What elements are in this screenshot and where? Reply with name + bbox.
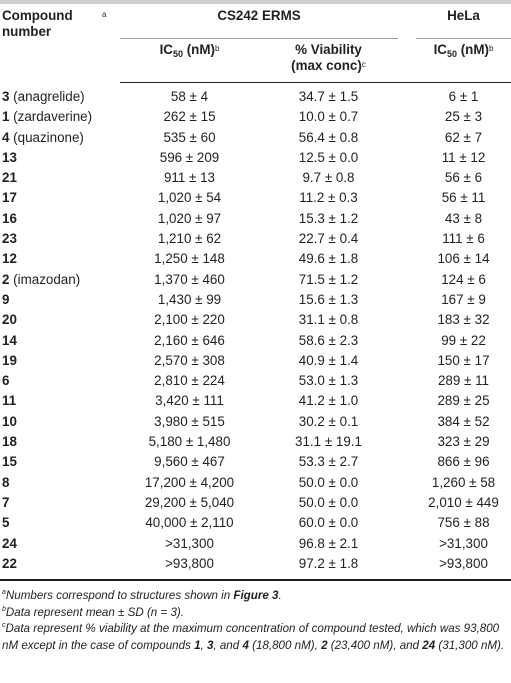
- compound-number: 16: [2, 210, 17, 226]
- ic50-header: [120, 39, 259, 83]
- hela-ic50-sub: 50: [446, 49, 457, 59]
- compound-number: 17: [2, 190, 17, 206]
- compound-number: 22: [2, 555, 17, 571]
- hela-ic50-cell: >31,300: [439, 535, 488, 551]
- table-row: [0, 331, 511, 351]
- compound-cell: [0, 554, 120, 574]
- hela-ic50-cell: 56 ± 6: [444, 170, 483, 186]
- compound-number: 1: [2, 109, 10, 125]
- ic50-cell: 2,160 ± 646: [154, 332, 225, 348]
- ic50-cell: 596 ± 209: [159, 149, 220, 165]
- ic50-cell: 3,980 ± 515: [154, 413, 225, 429]
- hela-ic50-cell: 6 ± 1: [448, 89, 479, 104]
- compound-cell: [0, 148, 120, 168]
- ic50-cell: 9,560 ± 467: [154, 454, 225, 470]
- gap-cell: [398, 493, 416, 513]
- hela-ic50-cell: 1,260 ± 58: [431, 474, 496, 490]
- compound-cell: [0, 534, 120, 554]
- compound-number: 4: [2, 129, 10, 145]
- header-row-1: [0, 4, 511, 39]
- compound-cell: [0, 513, 120, 533]
- table-row: [0, 310, 511, 330]
- table-row: [0, 209, 511, 229]
- compound-ref-1: 1: [194, 638, 201, 652]
- gap-cell: [398, 513, 416, 533]
- viability-cell: 49.6 ± 1.8: [298, 251, 359, 267]
- hela-footnote-mark-b: b: [488, 44, 494, 53]
- viability-header-line1: % Viability: [295, 42, 362, 57]
- ic50-cell: 2,570 ± 308: [154, 352, 225, 368]
- viability-cell: 31.1 ± 0.8: [298, 312, 359, 328]
- hela-ic50-cell: 167 ± 9: [441, 291, 486, 307]
- compound-number: 24: [2, 535, 17, 551]
- table-row: [0, 229, 511, 249]
- table-row: [0, 188, 511, 208]
- hela-ic50-cell: 756 ± 88: [437, 515, 490, 531]
- compound-cell: [0, 168, 120, 188]
- compound-name: (imazodan): [9, 271, 81, 287]
- table-row: [0, 351, 511, 371]
- ic50-cell: 58 ± 4: [170, 89, 209, 104]
- viability-cell: 96.8 ± 2.1: [298, 535, 359, 551]
- erms-group-header: CS242 ERMS: [120, 4, 398, 39]
- compound-number: 15: [2, 454, 17, 470]
- gap-cell: [398, 168, 416, 188]
- compound-number: 2: [2, 271, 10, 287]
- compound-number: 11: [2, 393, 17, 409]
- ic50-cell: 40,000 ± 2,110: [145, 515, 234, 531]
- hela-ic50-cell: 99 ± 22: [441, 332, 486, 348]
- compound-cell: [0, 107, 120, 127]
- compound-name: (zardaverine): [9, 109, 93, 125]
- header-gap-2: [398, 39, 416, 83]
- footnote-c-text: Data represent % viability at the maximum concentration of compound tested, which was 93,800 nM except in the case of compounds: [2, 622, 500, 652]
- hela-ic50-prefix: IC: [433, 42, 447, 57]
- viability-cell: 10.0 ± 0.7: [298, 109, 359, 125]
- hela-ic50-suffix: (nM): [456, 42, 489, 57]
- footnote-b-mark: b: [2, 605, 6, 613]
- ic50-cell: 3,420 ± 111: [155, 393, 224, 409]
- gap-cell: [398, 554, 416, 574]
- gap-cell: [398, 128, 416, 148]
- hela-ic50-cell: 43 ± 8: [444, 210, 483, 226]
- table-row: [0, 534, 511, 554]
- viability-cell: 50.0 ± 0.0: [298, 494, 359, 510]
- compound-number: 13: [2, 149, 17, 165]
- hela-ic50-cell: 323 ± 29: [437, 434, 490, 450]
- viability-cell: 22.7 ± 0.4: [298, 231, 359, 247]
- compound-number: 12: [2, 251, 17, 267]
- ic50-cell: 2,810 ± 224: [154, 373, 225, 389]
- footnote-mark-c: c: [361, 60, 366, 69]
- compound-cell: [0, 128, 120, 148]
- compound-number: 19: [2, 352, 17, 368]
- results-table: [0, 4, 511, 574]
- compound-number: 20: [2, 312, 17, 328]
- viability-cell: 41.2 ± 1.0: [298, 393, 359, 409]
- viability-cell: 50.0 ± 0.0: [298, 474, 359, 490]
- hela-ic50-cell: 384 ± 52: [437, 413, 490, 429]
- hela-ic50-cell: 150 ± 17: [437, 352, 490, 368]
- table-row: [0, 432, 511, 452]
- compound-number: 8: [2, 474, 10, 490]
- viability-cell: 15.6 ± 1.3: [298, 291, 359, 307]
- viability-cell: 15.3 ± 1.2: [298, 210, 359, 226]
- compound-number: 7: [2, 494, 10, 510]
- hela-ic50-cell: 124 ± 6: [441, 271, 486, 287]
- gap-cell: [398, 473, 416, 493]
- compound-cell: [0, 452, 120, 472]
- hela-ic50-cell: 289 ± 11: [437, 373, 490, 389]
- footnote-mark-a: a: [102, 10, 107, 19]
- compound-name: (anagrelide): [9, 88, 85, 104]
- ic50-suffix: (nM): [182, 42, 215, 57]
- ic50-cell: 1,250 ± 148: [154, 251, 225, 267]
- gap-cell: [398, 188, 416, 208]
- hela-ic50-cell: 2,010 ± 449: [428, 494, 499, 510]
- viability-cell: 9.7 ± 0.8: [302, 170, 355, 186]
- ic50-cell: 1,210 ± 62: [157, 231, 222, 247]
- gap-cell: [398, 452, 416, 472]
- gap-cell: [398, 249, 416, 269]
- footnote-c-sep-3: (18,800 nM),: [248, 638, 322, 652]
- table-row: [0, 452, 511, 472]
- compound-cell: [0, 249, 120, 269]
- hela-ic50-cell: >93,800: [439, 555, 488, 571]
- viability-header: [259, 39, 398, 83]
- header-gap: [398, 4, 416, 39]
- gap-cell: [398, 209, 416, 229]
- ic50-cell: 911 ± 13: [163, 170, 216, 186]
- table-row: [0, 412, 511, 432]
- hela-ic50-cell: 106 ± 14: [437, 251, 490, 267]
- viability-header-line2: (max conc): [291, 58, 362, 73]
- gap-cell: [398, 534, 416, 554]
- footnote-c-end: (31,300 nM).: [435, 638, 505, 652]
- table-body: [0, 83, 511, 575]
- footnote-a-mark: a: [2, 589, 6, 596]
- ic50-cell: 1,020 ± 97: [157, 210, 222, 226]
- viability-cell: 11.2 ± 0.3: [299, 190, 358, 206]
- compound-number: 18: [2, 434, 17, 450]
- compound-number: 23: [2, 231, 17, 247]
- ic50-cell: 5,180 ± 1,480: [148, 434, 231, 450]
- table-row: [0, 290, 511, 310]
- gap-cell: [398, 229, 416, 249]
- compound-cell: [0, 432, 120, 452]
- gap-cell: [398, 371, 416, 391]
- gap-cell: [398, 412, 416, 432]
- compound-number: 9: [2, 291, 10, 307]
- compound-cell: [0, 229, 120, 249]
- table-row: [0, 391, 511, 411]
- compound-header-label: Compound number: [2, 8, 73, 39]
- table-row: [0, 148, 511, 168]
- compound-ref-2: 2: [321, 638, 328, 652]
- hela-ic50-cell: 866 ± 96: [437, 454, 490, 470]
- table-row: [0, 83, 511, 108]
- gap-cell: [398, 391, 416, 411]
- footnote-c: [2, 621, 507, 654]
- table-row: [0, 371, 511, 391]
- compound-ref-24: 24: [422, 638, 436, 652]
- viability-cell: 60.0 ± 0.0: [298, 515, 359, 531]
- compound-number: 21: [2, 170, 17, 186]
- compound-number: 14: [2, 332, 17, 348]
- footnote-c-mark: c: [2, 622, 6, 629]
- footnote-b: [2, 605, 507, 622]
- ic50-cell: 1,020 ± 54: [157, 190, 222, 206]
- ic50-cell: 2,100 ± 220: [154, 312, 225, 328]
- ic50-cell: 262 ± 15: [163, 109, 216, 125]
- gap-cell: [398, 83, 416, 108]
- viability-cell: 31.1 ± 19.1: [295, 434, 362, 450]
- compound-name: (quazinone): [9, 129, 84, 145]
- footnote-c-sep-1: ,: [200, 638, 207, 652]
- table-row: [0, 168, 511, 188]
- footnote-a: [2, 588, 507, 605]
- viability-cell: 30.2 ± 0.1: [298, 413, 359, 429]
- table-row: [0, 107, 511, 127]
- ic50-cell: >31,300: [165, 535, 214, 551]
- table-row: [0, 249, 511, 269]
- footnotes: [2, 588, 507, 654]
- compound-ref-3: 3: [206, 638, 214, 652]
- compound-cell: [0, 209, 120, 229]
- ic50-cell: 29,200 ± 5,040: [144, 494, 235, 510]
- hela-ic50-cell: 289 ± 25: [437, 393, 490, 409]
- ic50-cell: 535 ± 60: [163, 129, 216, 145]
- viability-cell: 71.5 ± 1.2: [298, 271, 359, 287]
- compound-number: 10: [2, 413, 17, 429]
- compound-cell: [0, 412, 120, 432]
- table-row: [0, 513, 511, 533]
- compound-cell: [0, 310, 120, 330]
- ic50-cell: 1,370 ± 460: [154, 271, 225, 287]
- table-row: [0, 473, 511, 493]
- gap-cell: [398, 290, 416, 310]
- hela-group-header: HeLa: [416, 4, 511, 39]
- hela-ic50-cell: 62 ± 7: [444, 129, 483, 145]
- viability-cell: 12.5 ± 0.0: [298, 149, 359, 165]
- footnote-c-sep-2: , and: [213, 638, 243, 652]
- figure-reference: Figure 3: [233, 589, 279, 602]
- ic50-sub: 50: [172, 49, 183, 59]
- compound-number: 3: [2, 88, 10, 104]
- compound-cell: [0, 371, 120, 391]
- viability-cell: 53.0 ± 1.3: [298, 373, 359, 389]
- viability-cell: 97.2 ± 1.8: [298, 555, 359, 571]
- hela-ic50-cell: 111 ± 6: [442, 231, 485, 247]
- compound-header: [0, 4, 120, 83]
- compound-number: 5: [2, 515, 10, 531]
- compound-number: 6: [2, 373, 10, 389]
- footnote-a-end: .: [278, 589, 282, 602]
- compound-cell: [0, 83, 120, 108]
- compound-cell: [0, 331, 120, 351]
- hela-ic50-cell: 25 ± 3: [444, 109, 483, 125]
- ic50-cell: 17,200 ± 4,200: [144, 474, 235, 490]
- gap-cell: [398, 310, 416, 330]
- gap-cell: [398, 432, 416, 452]
- viability-cell: 53.3 ± 2.7: [298, 454, 359, 470]
- footnote-a-text: Numbers correspond to structures shown in: [5, 589, 234, 602]
- compound-cell: [0, 290, 120, 310]
- compound-ref-4: 4: [242, 638, 249, 652]
- viability-cell: 40.9 ± 1.4: [298, 352, 359, 368]
- footnote-mark-b: b: [214, 44, 220, 53]
- gap-cell: [398, 270, 416, 290]
- table-row: [0, 493, 511, 513]
- compound-cell: [0, 473, 120, 493]
- table-row: [0, 554, 511, 574]
- table-row: [0, 128, 511, 148]
- viability-cell: 34.7 ± 1.5: [298, 89, 359, 104]
- compound-cell: [0, 391, 120, 411]
- compound-cell: [0, 270, 120, 290]
- viability-cell: 56.4 ± 0.8: [298, 129, 359, 145]
- gap-cell: [398, 351, 416, 371]
- footnote-b-text: Data represent mean ± SD (n = 3).: [5, 605, 185, 619]
- viability-cell: 58.6 ± 2.3: [298, 332, 359, 348]
- footnote-c-sep-4: (23,400 nM), and: [327, 638, 423, 652]
- gap-cell: [398, 148, 416, 168]
- hela-ic50-cell: 56 ± 11: [441, 190, 486, 206]
- hela-ic50-header: [416, 39, 511, 83]
- bottom-rule: [0, 579, 511, 581]
- ic50-cell: >93,800: [165, 555, 214, 571]
- compound-cell: [0, 493, 120, 513]
- gap-cell: [398, 107, 416, 127]
- gap-cell: [398, 331, 416, 351]
- ic50-cell: 1,430 ± 99: [157, 291, 222, 307]
- table-row: [0, 270, 511, 290]
- hela-ic50-cell: 183 ± 32: [437, 312, 490, 328]
- ic50-prefix: IC: [159, 42, 173, 57]
- compound-cell: [0, 351, 120, 371]
- compound-cell: [0, 188, 120, 208]
- hela-ic50-cell: 11 ± 12: [441, 149, 486, 165]
